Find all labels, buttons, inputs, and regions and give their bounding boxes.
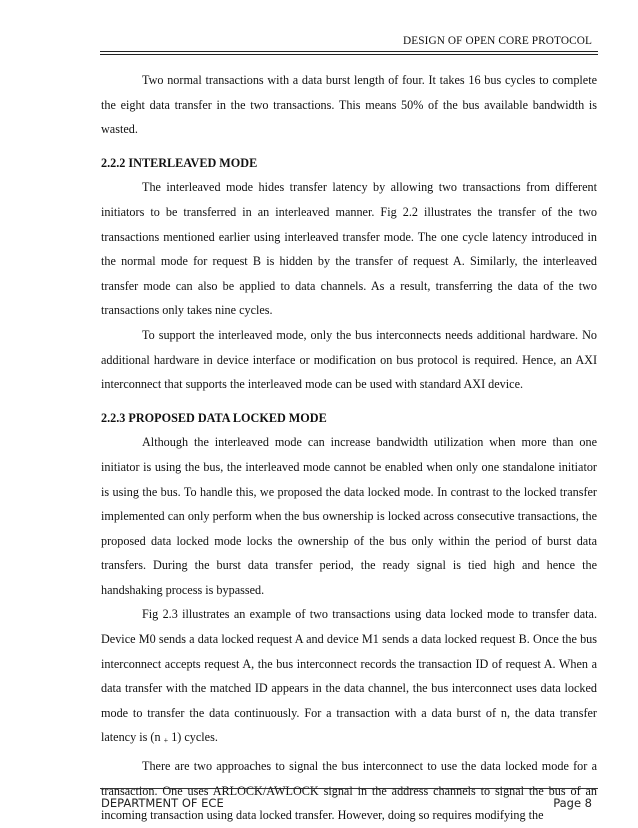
footer-page-number: Page 8 [553,796,592,810]
example-text: Fig 2.3 illustrates an example of two transactions using data locked mode to transfer data. Device M0 sends a data locked request A and device M1 sends a data locked request B. Once the bus interconnect accepts request A, the bus interconnect records the transaction ID of request A. When a data transfer with the matched ID appears in the data channel, the bus interconnect uses data locked mode to transfer the data continuously. For a transaction with a data burst of n, the data transfer latency is (n [101,607,597,745]
header-rule [100,51,598,55]
paragraph-data-locked-intro: Although the interleaved mode can increase bandwidth utilization when more than one initiator is using the bus, the interleaved mode cannot be enabled when only one standalone initiator is using the bus. To handle this, we proposed the data locked mode. In contrast to the locked transfer implemented can only perform when the bus ownership is locked across consecutive transactions, the proposed data locked mode locks the ownership of the bus only within the period of burst data transfers. During the burst data transfer period, the ready signal is tied high and hence the handshaking process is bypassed. [101,435,597,597]
footer-department: DEPARTMENT OF ECE [101,796,224,810]
section-heading-interleaved-mode: 2.2.2 INTERLEAVED MODE [101,155,258,170]
paragraph-data-locked-example [101,602,597,754]
paragraph-normal-transactions: Two normal transactions with a data burst length of four. It takes 16 bus cycles to complete the eight data transfer in the two transactions. This means 50% of the bus available bandwidth is wasted. [101,73,597,137]
footer-rule [100,788,598,789]
running-header: DESIGN OF OPEN CORE PROTOCOL [402,35,592,47]
paragraph-interleaved-support: To support the interleaved mode, only the bus interconnects needs additional hardware. No additional hardware in device interface or modification on bus protocol is required. Hence, an AXI interconnect that supports the interleaved mode can be used with standard AXI device. [101,327,597,392]
page-body [101,68,597,828]
plus-subscript: + [163,736,169,746]
paragraph-signal-approaches: There are two approaches to signal the bus interconnect to use the data locked mode for a transaction. One uses ARLOCK/AWLOCK signal in the address channels to signal the bus of an incoming transaction using data locked transfer. However, doing so requires modifying the [101,759,597,823]
example-text-end: 1) cycles. [168,730,218,745]
paragraph-interleaved-intro: The interleaved mode hides transfer latency by allowing two transactions from different initiators to be transferred in an interleaved manner. Fig 2.2 illustrates the transfer of the two transactions mentioned earlier using interleaved transfer mode. The one cycle latency introduced in the normal mode for request B is hidden by the transfer of request A. Similarly, the interleaved transfer mode can also be applied to data channels. As a result, transferring the data of the two transactions only takes nine cycles. [101,180,597,318]
section-heading-data-locked-mode: 2.2.3 PROPOSED DATA LOCKED MODE [101,410,327,425]
